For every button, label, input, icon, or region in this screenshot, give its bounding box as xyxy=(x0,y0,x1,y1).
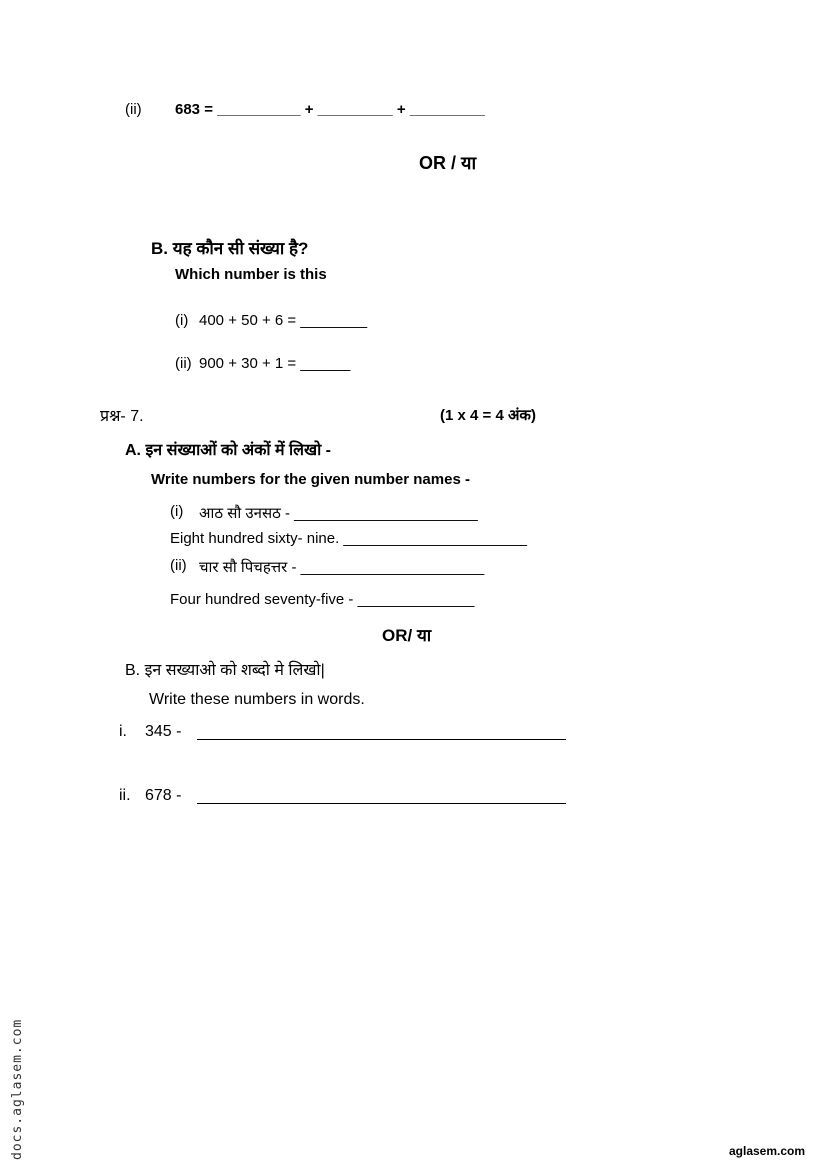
q7-a-item-label: (ii) xyxy=(170,557,187,574)
q7-a-item-text: चार सौ पिचहत्तर - ______________________ xyxy=(199,559,485,576)
q7-or-label: OR/ या xyxy=(382,626,432,645)
q7-marks: (1 x 4 = 4 अंक) xyxy=(440,407,536,424)
q7-a-item-text: आठ सौ उनसठ - ______________________ xyxy=(199,505,478,522)
answer-line xyxy=(197,739,566,740)
q7-b-item-text: 678 - xyxy=(145,787,182,804)
q7-a-heading-hindi: A. इन संख्याओं को अंकों में लिखो - xyxy=(125,442,332,459)
q7-b-heading-hindi: B. इन सख्याओ को शब्दो मे लिखो| xyxy=(125,662,325,679)
q6-b-heading-english: Which number is this xyxy=(175,266,327,283)
q7-b-item-label: i. xyxy=(119,723,127,740)
q6-part-ii-label: (ii) xyxy=(125,101,142,118)
watermark-text: docs.aglasem.com xyxy=(10,1018,25,1160)
q6-b-item-text: 400 + 50 + 6 = ________ xyxy=(199,312,368,329)
q7-number: प्रश्न- 7. xyxy=(100,408,144,425)
q7-b-item-label: ii. xyxy=(119,787,131,804)
q6-b-item-text: 900 + 30 + 1 = ______ xyxy=(199,355,351,372)
q7-a-item-text: Four hundred seventy-five - ______________ xyxy=(170,591,475,608)
q7-b-heading-english: Write these numbers in words. xyxy=(149,691,365,708)
q7-a-item-text: Eight hundred sixty- nine. ______________________ xyxy=(170,530,527,547)
q6-or-label: OR / या xyxy=(419,153,477,173)
q7-a-item-label: (i) xyxy=(170,503,184,520)
q6-b-heading-hindi: B. यह कौन सी संख्या है? xyxy=(151,239,309,258)
q7-a-heading-english: Write numbers for the given number names - xyxy=(151,471,470,488)
q6-b-item-label: (i) xyxy=(175,312,189,329)
brand-footer: aglasem.com xyxy=(729,1144,806,1158)
q6-b-item-label: (ii) xyxy=(175,355,192,372)
q7-b-item-text: 345 - xyxy=(145,723,182,740)
answer-line xyxy=(197,803,566,804)
q6-part-ii-expression: 683 = __________ + _________ + _________ xyxy=(175,101,485,118)
